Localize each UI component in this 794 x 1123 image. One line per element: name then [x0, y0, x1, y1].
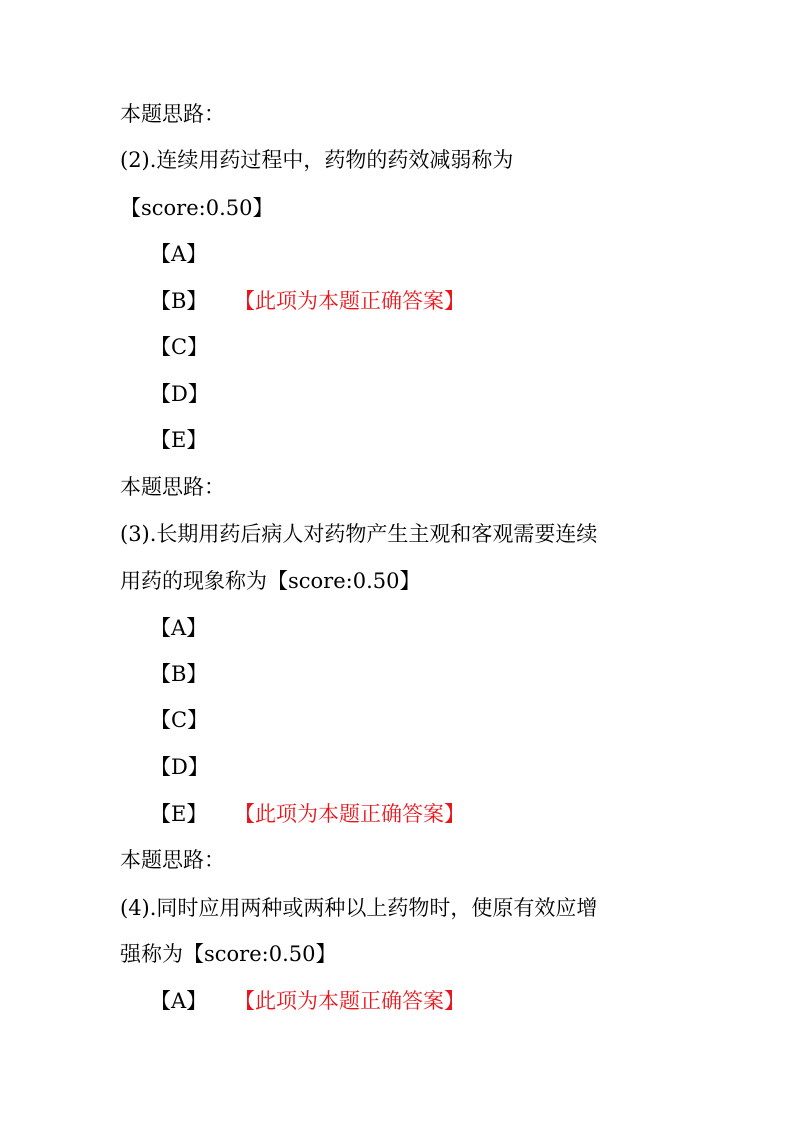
- option-label: 【E】: [150, 802, 208, 826]
- option-label: 【A】: [150, 242, 208, 266]
- option-c: [150, 333, 234, 361]
- correct-answer-marker: 【此项为本题正确答案】: [234, 289, 465, 313]
- thinking-label: 本题思路：: [120, 102, 225, 126]
- option-e: [150, 800, 465, 828]
- option-label: 【E】: [150, 428, 208, 452]
- option-d: [150, 753, 234, 781]
- option-label: 【C】: [150, 708, 209, 732]
- thinking-label: 本题思路：: [120, 475, 225, 499]
- option-label: 【B】: [150, 662, 208, 686]
- option-a: [150, 614, 234, 642]
- thinking-label: 本题思路：: [120, 848, 225, 872]
- option-label: 【D】: [150, 382, 209, 406]
- correct-answer-marker: 【此项为本题正确答案】: [234, 989, 465, 1013]
- question-text: (3).长期用药后病人对药物产生主观和客观需要连续: [120, 522, 598, 546]
- question-text: (2).连续用药过程中，药物的药效减弱称为: [120, 148, 514, 172]
- option-label: 【A】: [150, 616, 208, 640]
- option-label: 【B】: [150, 289, 208, 313]
- option-a: [150, 240, 234, 268]
- option-b: [150, 287, 465, 315]
- option-label: 【A】: [150, 989, 208, 1013]
- correct-answer-marker: 【此项为本题正确答案】: [234, 802, 465, 826]
- option-e: [150, 426, 234, 454]
- option-d: [150, 380, 234, 408]
- option-a: [150, 987, 465, 1015]
- question-score: 用药的现象称为【score:0.50】: [120, 569, 421, 593]
- option-b: [150, 660, 234, 688]
- question-score: 【score:0.50】: [120, 196, 274, 220]
- option-c: [150, 706, 234, 734]
- option-label: 【D】: [150, 755, 209, 779]
- option-label: 【C】: [150, 335, 209, 359]
- question-score: 强称为【score:0.50】: [120, 942, 337, 966]
- question-text: (4).同时应用两种或两种以上药物时，使原有效应增: [120, 896, 598, 920]
